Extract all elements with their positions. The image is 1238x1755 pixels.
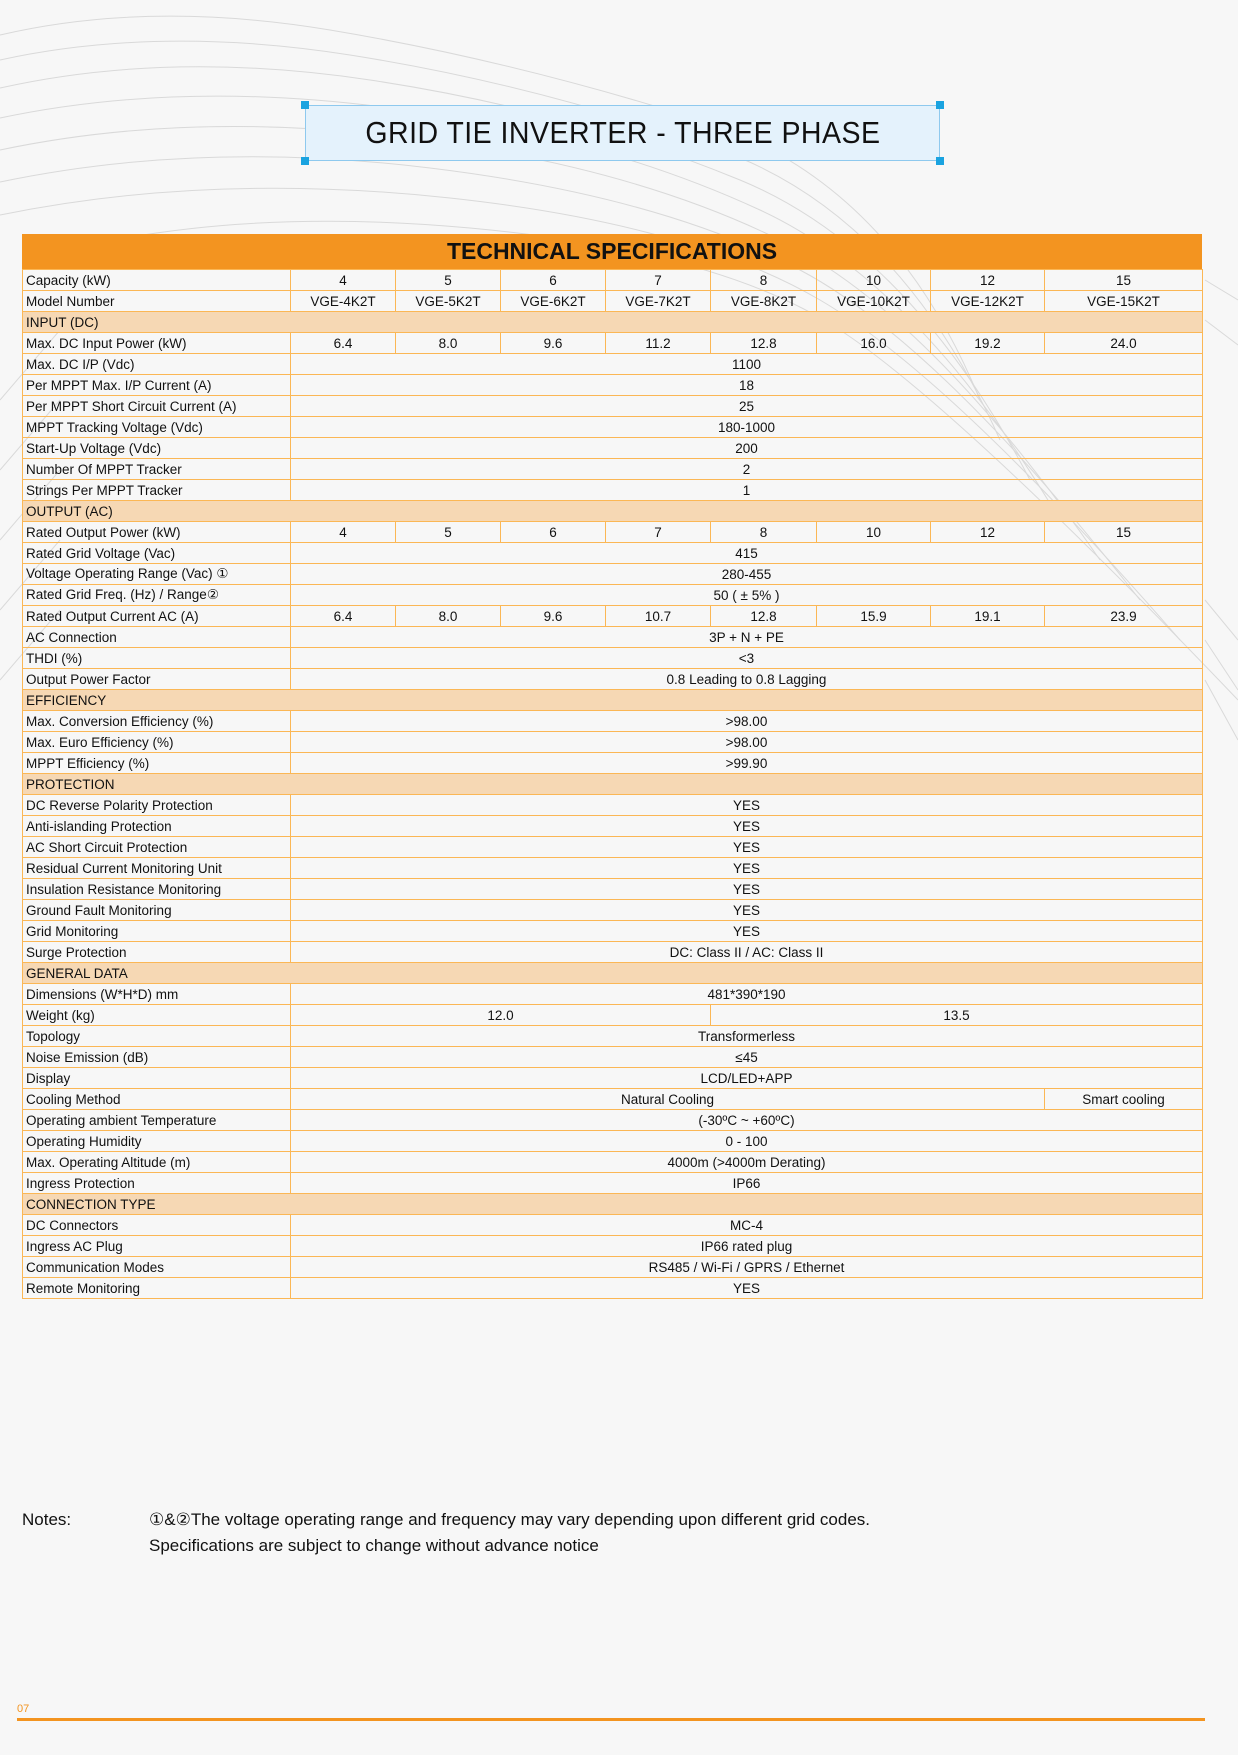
table-row [23,1110,1203,1131]
table-row [23,879,1203,900]
cell-value: 19.2 [931,333,1045,354]
section-header-connection [23,1194,1203,1215]
table-row [23,1278,1203,1299]
row-label: Rated Grid Freq. (Hz) / Range② [23,585,291,606]
cell-value: 8 [711,522,817,543]
table-row [23,585,1203,606]
cell-value: 7 [606,270,711,291]
cell-value: Transformerless [291,1026,1203,1047]
cell-value: 8.0 [396,333,501,354]
spec-table [22,269,1203,1299]
table-row [23,711,1203,732]
cell-value: 1100 [291,354,1203,375]
table-row-model [23,291,1203,312]
table-row [23,606,1203,627]
cell-value: YES [291,900,1203,921]
cell-value: 481*390*190 [291,984,1203,1005]
row-label: Noise Emission (dB) [23,1047,291,1068]
cell-value: 15.9 [817,606,931,627]
cell-value: 12 [931,522,1045,543]
cell-value: 8.0 [396,606,501,627]
cell-value: 4 [291,270,396,291]
table-row [23,1068,1203,1089]
cell-value: IP66 rated plug [291,1236,1203,1257]
row-label: Max. Conversion Efficiency (%) [23,711,291,732]
cell-value: YES [291,816,1203,837]
row-label: MPPT Efficiency (%) [23,753,291,774]
cell-value: 15 [1045,270,1203,291]
cell-value: 24.0 [1045,333,1203,354]
cell-value: 200 [291,438,1203,459]
cell-value: VGE-6K2T [501,291,606,312]
section-title: OUTPUT (AC) [23,501,1203,522]
row-label: DC Connectors [23,1215,291,1236]
cell-value: 18 [291,375,1203,396]
table-row [23,837,1203,858]
cell-value: 180-1000 [291,417,1203,438]
page-title: GRID TIE INVERTER - THREE PHASE [364,115,881,150]
cell-value: MC-4 [291,1215,1203,1236]
section-header-protection [23,774,1203,795]
cell-value: 9.6 [501,333,606,354]
row-label: Dimensions (W*H*D) mm [23,984,291,1005]
section-title: EFFICIENCY [23,690,1203,711]
row-label: MPPT Tracking Voltage (Vdc) [23,417,291,438]
table-row [23,1026,1203,1047]
table-row [23,1215,1203,1236]
cell-value: VGE-4K2T [291,291,396,312]
row-label: Output Power Factor [23,669,291,690]
cell-value: 0 - 100 [291,1131,1203,1152]
table-row [23,438,1203,459]
cell-value: 10 [817,270,931,291]
cell-value: 6.4 [291,606,396,627]
cell-value: 2 [291,459,1203,480]
cell-value: VGE-5K2T [396,291,501,312]
row-label: Operating Humidity [23,1131,291,1152]
table-row [23,375,1203,396]
cell-value: 12 [931,270,1045,291]
table-row [23,1152,1203,1173]
cell-value: 280-455 [291,564,1203,585]
cell-value: 10.7 [606,606,711,627]
notes-label: Notes: [22,1510,72,1529]
table-row [23,900,1203,921]
cell-value: YES [291,795,1203,816]
cell-value: YES [291,879,1203,900]
cell-value: 23.9 [1045,606,1203,627]
page-title-box[interactable] [305,105,940,161]
section-header-input [23,312,1203,333]
cell-value: RS485 / Wi-Fi / GPRS / Ethernet [291,1257,1203,1278]
table-row [23,648,1203,669]
row-label: Per MPPT Short Circuit Current (A) [23,396,291,417]
cell-value: 6 [501,270,606,291]
row-label: AC Connection [23,627,291,648]
cell-value: YES [291,921,1203,942]
row-label: THDI (%) [23,648,291,669]
table-row [23,333,1203,354]
table-row [23,921,1203,942]
cell-value: Smart cooling [1045,1089,1203,1110]
cell-value: 6 [501,522,606,543]
cell-value: 5 [396,522,501,543]
cell-value: 3P + N + PE [291,627,1203,648]
cell-value: 415 [291,543,1203,564]
cell-value: 8 [711,270,817,291]
cell-value: 6.4 [291,333,396,354]
cell-value: 1 [291,480,1203,501]
row-label: Strings Per MPPT Tracker [23,480,291,501]
table-row [23,984,1203,1005]
cell-value: 7 [606,522,711,543]
cell-value: LCD/LED+APP [291,1068,1203,1089]
row-label: Insulation Resistance Monitoring [23,879,291,900]
row-label: Rated Output Current AC (A) [23,606,291,627]
table-row [23,354,1203,375]
cell-value: 12.0 [291,1005,711,1026]
cell-value: 19.1 [931,606,1045,627]
table-row-capacity [23,270,1203,291]
row-label: AC Short Circuit Protection [23,837,291,858]
resize-handle-bottom-left[interactable] [301,157,309,165]
table-row [23,522,1203,543]
cell-value: YES [291,858,1203,879]
cell-value: 50 ( ± 5% ) [291,585,1203,606]
cell-value: 12.8 [711,606,817,627]
table-row [23,1257,1203,1278]
row-label: Weight (kg) [23,1005,291,1026]
table-row [23,543,1203,564]
row-label: Operating ambient Temperature [23,1110,291,1131]
cell-value: 15 [1045,522,1203,543]
row-label: Voltage Operating Range (Vac) ① [23,564,291,585]
row-label: Ingress AC Plug [23,1236,291,1257]
cell-value: ≤45 [291,1047,1203,1068]
table-row [23,1173,1203,1194]
table-row [23,1236,1203,1257]
table-row [23,858,1203,879]
table-row [23,480,1203,501]
footer-divider [17,1718,1205,1721]
cell-value: DC: Class II / AC: Class II [291,942,1203,963]
cell-value: 9.6 [501,606,606,627]
row-label: Max. Euro Efficiency (%) [23,732,291,753]
spec-table-title: TECHNICAL SPECIFICATIONS [22,234,1202,269]
table-row [23,753,1203,774]
cell-value: <3 [291,648,1203,669]
cell-value: IP66 [291,1173,1203,1194]
row-label: Rated Grid Voltage (Vac) [23,543,291,564]
cell-value: 4 [291,522,396,543]
section-header-general [23,963,1203,984]
row-label: Number Of MPPT Tracker [23,459,291,480]
row-label: Ingress Protection [23,1173,291,1194]
row-label: Cooling Method [23,1089,291,1110]
table-row [23,669,1203,690]
notes-line-2: Specifications are subject to change without advance notice [149,1536,599,1555]
cell-value: >98.00 [291,711,1203,732]
cell-value: VGE-15K2T [1045,291,1203,312]
cell-value: YES [291,837,1203,858]
page-number: 07 [17,1703,30,1715]
resize-handle-top-right[interactable] [936,101,944,109]
row-label: Display [23,1068,291,1089]
cell-value: 0.8 Leading to 0.8 Lagging [291,669,1203,690]
table-row [23,816,1203,837]
section-title: GENERAL DATA [23,963,1203,984]
section-title: PROTECTION [23,774,1203,795]
table-row [23,1131,1203,1152]
table-row [23,1047,1203,1068]
cell-value: 4000m (>4000m Derating) [291,1152,1203,1173]
row-label: Max. DC I/P (Vdc) [23,354,291,375]
table-row [23,564,1203,585]
table-row [23,396,1203,417]
row-label: Model Number [23,291,291,312]
cell-value: (-30ºC ~ +60ºC) [291,1110,1203,1131]
row-label: Grid Monitoring [23,921,291,942]
cell-value: >99.90 [291,753,1203,774]
row-label: Rated Output Power (kW) [23,522,291,543]
cell-value: 13.5 [711,1005,1203,1026]
cell-value: 12.8 [711,333,817,354]
table-row [23,732,1203,753]
cell-value: 16.0 [817,333,931,354]
section-title: INPUT (DC) [23,312,1203,333]
cell-value: Natural Cooling [291,1089,1045,1110]
notes-line-1: ①&②The voltage operating range and frequency may vary depending upon different grid codes. [149,1510,871,1529]
row-label: Max. Operating Altitude (m) [23,1152,291,1173]
spec-table-container [22,234,1202,1299]
row-label: Start-Up Voltage (Vdc) [23,438,291,459]
cell-value: VGE-8K2T [711,291,817,312]
row-label: Ground Fault Monitoring [23,900,291,921]
section-header-efficiency [23,690,1203,711]
cell-value: VGE-7K2T [606,291,711,312]
table-row [23,1005,1203,1026]
table-row [23,627,1203,648]
table-row [23,942,1203,963]
cell-value: YES [291,1278,1203,1299]
section-header-output [23,501,1203,522]
table-row [23,459,1203,480]
cell-value: VGE-12K2T [931,291,1045,312]
row-label: Topology [23,1026,291,1047]
row-label: Surge Protection [23,942,291,963]
cell-value: 25 [291,396,1203,417]
table-row [23,795,1203,816]
row-label: DC Reverse Polarity Protection [23,795,291,816]
row-label: Residual Current Monitoring Unit [23,858,291,879]
row-label: Communication Modes [23,1257,291,1278]
cell-value: VGE-10K2T [817,291,931,312]
table-row [23,1089,1203,1110]
resize-handle-top-left[interactable] [301,101,309,109]
cell-value: 11.2 [606,333,711,354]
cell-value: 5 [396,270,501,291]
row-label: Per MPPT Max. I/P Current (A) [23,375,291,396]
cell-value: 10 [817,522,931,543]
table-row [23,417,1203,438]
row-label: Max. DC Input Power (kW) [23,333,291,354]
row-label: Capacity (kW) [23,270,291,291]
cell-value: >98.00 [291,732,1203,753]
row-label: Remote Monitoring [23,1278,291,1299]
row-label: Anti-islanding Protection [23,816,291,837]
resize-handle-bottom-right[interactable] [936,157,944,165]
section-title: CONNECTION TYPE [23,1194,1203,1215]
